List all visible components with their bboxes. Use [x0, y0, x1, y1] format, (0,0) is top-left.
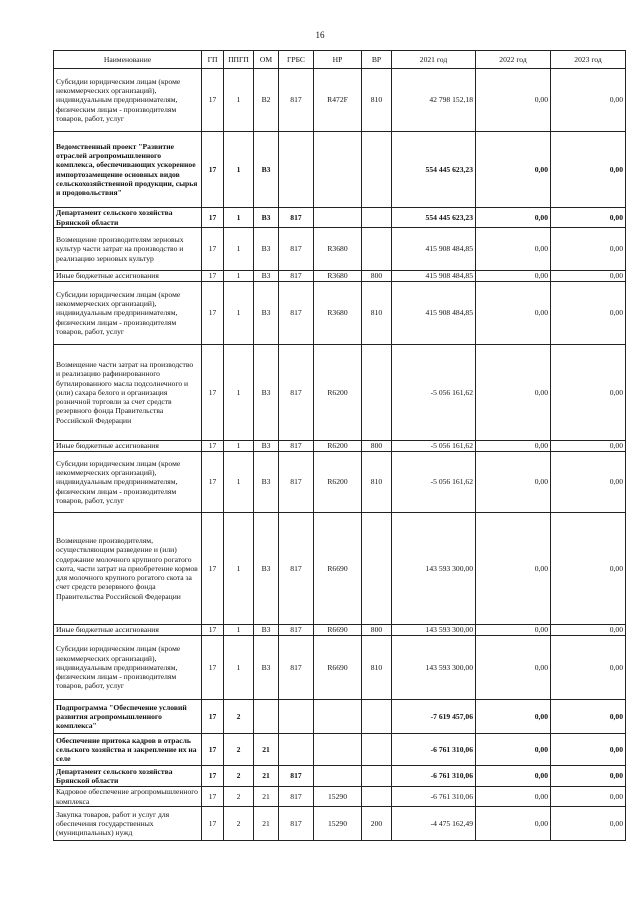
budget-table [53, 50, 626, 841]
cell-pgp: 2 [224, 787, 254, 807]
cell-2021: 143 593 300,00 [392, 513, 476, 625]
table-row [54, 271, 626, 282]
cell-2021: 143 593 300,00 [392, 636, 476, 700]
cell-pgp: 1 [224, 345, 254, 441]
cell-vr [362, 228, 392, 271]
table-row [54, 282, 626, 345]
header-gp: ГП [202, 51, 224, 69]
cell-om: B3 [254, 208, 279, 228]
cell-nr: 15290 [314, 787, 362, 807]
cell-name: Субсидии юридическим лицам (кроме некоммерческих организаций), индивидуальным предпринимателям, физическим лицам - производителям товаров, работ, услуг [54, 69, 202, 132]
cell-nr: R6200 [314, 345, 362, 441]
cell-2021: -5 056 161,62 [392, 345, 476, 441]
cell-grbs: 817 [279, 345, 314, 441]
cell-2023: 0,00 [551, 513, 626, 625]
cell-gp: 17 [202, 625, 224, 636]
cell-gp: 17 [202, 766, 224, 787]
table-row [54, 208, 626, 228]
header-name: Наименование [54, 51, 202, 69]
cell-2022: 0,00 [476, 228, 551, 271]
cell-gp: 17 [202, 452, 224, 513]
cell-nr: R3680 [314, 271, 362, 282]
cell-2022: 0,00 [476, 132, 551, 208]
cell-2023: 0,00 [551, 208, 626, 228]
cell-om: B3 [254, 228, 279, 271]
table-body [54, 69, 626, 841]
table-row [54, 700, 626, 734]
cell-pgp: 1 [224, 452, 254, 513]
cell-name: Кадровое обеспечение агропромышленного комплекса [54, 787, 202, 807]
cell-pgp: 1 [224, 271, 254, 282]
cell-gp: 17 [202, 208, 224, 228]
cell-pgp: 1 [224, 625, 254, 636]
cell-nr: R472F [314, 69, 362, 132]
cell-om: B3 [254, 271, 279, 282]
cell-om: B2 [254, 69, 279, 132]
cell-2022: 0,00 [476, 787, 551, 807]
cell-2023: 0,00 [551, 625, 626, 636]
cell-grbs: 817 [279, 625, 314, 636]
cell-2021: -6 761 310,06 [392, 787, 476, 807]
header-2022: 2022 год [476, 51, 551, 69]
cell-2023: 0,00 [551, 69, 626, 132]
cell-2023: 0,00 [551, 282, 626, 345]
cell-pgp: 1 [224, 513, 254, 625]
cell-grbs: 817 [279, 208, 314, 228]
cell-om: B3 [254, 441, 279, 452]
cell-2023: 0,00 [551, 441, 626, 452]
cell-2022: 0,00 [476, 452, 551, 513]
cell-vr: 800 [362, 441, 392, 452]
cell-vr [362, 700, 392, 734]
cell-name: Возмещение производителям зерновых культур части затрат на производство и реализацию зерновых культур [54, 228, 202, 271]
cell-vr: 810 [362, 452, 392, 513]
cell-pgp: 1 [224, 208, 254, 228]
table-row [54, 625, 626, 636]
cell-pgp: 1 [224, 69, 254, 132]
table-row [54, 441, 626, 452]
cell-grbs [279, 734, 314, 766]
cell-om: 21 [254, 787, 279, 807]
cell-2021: 415 908 484,85 [392, 228, 476, 271]
cell-nr: R3680 [314, 228, 362, 271]
cell-om: B3 [254, 132, 279, 208]
table-row [54, 452, 626, 513]
header-pgp: ППГП [224, 51, 254, 69]
table-row [54, 228, 626, 271]
cell-nr: R6690 [314, 625, 362, 636]
cell-vr [362, 208, 392, 228]
cell-2021: -4 475 162,49 [392, 807, 476, 841]
cell-nr [314, 734, 362, 766]
cell-2022: 0,00 [476, 282, 551, 345]
cell-gp: 17 [202, 734, 224, 766]
cell-om: 21 [254, 807, 279, 841]
cell-nr [314, 700, 362, 734]
cell-2023: 0,00 [551, 132, 626, 208]
cell-2023: 0,00 [551, 700, 626, 734]
table-row [54, 734, 626, 766]
cell-name: Департамент сельского хозяйства Брянской области [54, 208, 202, 228]
cell-pgp: 1 [224, 636, 254, 700]
cell-om: B3 [254, 452, 279, 513]
cell-vr: 800 [362, 271, 392, 282]
cell-nr: R3680 [314, 282, 362, 345]
header-2023: 2023 год [551, 51, 626, 69]
cell-pgp: 2 [224, 700, 254, 734]
header-vr: ВР [362, 51, 392, 69]
cell-nr: R6690 [314, 636, 362, 700]
cell-grbs: 817 [279, 228, 314, 271]
cell-grbs: 817 [279, 271, 314, 282]
cell-2022: 0,00 [476, 766, 551, 787]
cell-2023: 0,00 [551, 734, 626, 766]
cell-2022: 0,00 [476, 345, 551, 441]
cell-grbs: 817 [279, 766, 314, 787]
table-row [54, 807, 626, 841]
cell-2022: 0,00 [476, 69, 551, 132]
cell-2021: 554 445 623,23 [392, 132, 476, 208]
cell-name: Иные бюджетные ассигнования [54, 625, 202, 636]
header-2021: 2021 год [392, 51, 476, 69]
cell-2021: 143 593 300,00 [392, 625, 476, 636]
cell-pgp: 2 [224, 807, 254, 841]
cell-2022: 0,00 [476, 513, 551, 625]
cell-vr: 810 [362, 282, 392, 345]
table-row [54, 132, 626, 208]
cell-vr [362, 345, 392, 441]
cell-2021: -7 619 457,06 [392, 700, 476, 734]
cell-2022: 0,00 [476, 625, 551, 636]
cell-vr [362, 734, 392, 766]
cell-pgp: 1 [224, 282, 254, 345]
table-row [54, 787, 626, 807]
cell-2022: 0,00 [476, 807, 551, 841]
cell-om: 21 [254, 734, 279, 766]
cell-grbs: 817 [279, 441, 314, 452]
cell-grbs: 817 [279, 452, 314, 513]
cell-2023: 0,00 [551, 452, 626, 513]
cell-grbs: 817 [279, 282, 314, 345]
cell-gp: 17 [202, 228, 224, 271]
cell-grbs [279, 132, 314, 208]
cell-2022: 0,00 [476, 271, 551, 282]
table-row [54, 345, 626, 441]
cell-gp: 17 [202, 513, 224, 625]
cell-gp: 17 [202, 271, 224, 282]
cell-grbs: 817 [279, 513, 314, 625]
cell-name: Ведомственный проект "Развитие отраслей агропромышленного комплекса, обеспечивающих ускоренное импортозамещение основных видов сельскохозяйственной продукции, сырья и продовольствия" [54, 132, 202, 208]
cell-name: Закупка товаров, работ и услуг для обеспечения государственных (муниципальных) нужд [54, 807, 202, 841]
cell-pgp: 1 [224, 441, 254, 452]
table-row [54, 69, 626, 132]
cell-pgp: 2 [224, 766, 254, 787]
cell-name: Иные бюджетные ассигнования [54, 271, 202, 282]
cell-2023: 0,00 [551, 766, 626, 787]
cell-2021: 554 445 623,23 [392, 208, 476, 228]
table-header-row [54, 51, 626, 69]
cell-name: Субсидии юридическим лицам (кроме некоммерческих организаций), индивидуальным предпринимателям, физическим лицам - производителям товаров, работ, услуг [54, 452, 202, 513]
cell-name: Возмещение производителям, осуществляющим разведение и (или) содержание молочного крупного рогатого скота, части затрат на приобретение кормов для молочного крупного рогатого скота за счет средств резервного фонда Правительства Российской Федерации [54, 513, 202, 625]
cell-gp: 17 [202, 132, 224, 208]
cell-om: B3 [254, 345, 279, 441]
cell-om: B3 [254, 625, 279, 636]
cell-vr: 810 [362, 636, 392, 700]
cell-grbs: 817 [279, 636, 314, 700]
cell-2022: 0,00 [476, 636, 551, 700]
cell-pgp: 1 [224, 228, 254, 271]
cell-grbs: 817 [279, 69, 314, 132]
cell-name: Возмещение части затрат на производство и реализацию рафинированного бутилированного масла подсолнечного и (или) сахара белого и организация розничной торговли за счет средств резервного фонда Правительства Российской Федерации [54, 345, 202, 441]
cell-vr: 800 [362, 625, 392, 636]
cell-nr: 15290 [314, 807, 362, 841]
cell-vr [362, 766, 392, 787]
cell-gp: 17 [202, 700, 224, 734]
cell-om [254, 700, 279, 734]
cell-name: Субсидии юридическим лицам (кроме некоммерческих организаций), индивидуальным предпринимателям, физическим лицам - производителям товаров, работ, услуг [54, 636, 202, 700]
cell-grbs: 817 [279, 787, 314, 807]
header-nr: НР [314, 51, 362, 69]
cell-pgp: 2 [224, 734, 254, 766]
cell-gp: 17 [202, 787, 224, 807]
cell-nr [314, 766, 362, 787]
cell-2021: -5 056 161,62 [392, 441, 476, 452]
cell-2022: 0,00 [476, 441, 551, 452]
cell-gp: 17 [202, 345, 224, 441]
cell-gp: 17 [202, 69, 224, 132]
cell-2021: -6 761 310,06 [392, 734, 476, 766]
cell-vr: 810 [362, 69, 392, 132]
cell-gp: 17 [202, 441, 224, 452]
cell-vr [362, 787, 392, 807]
cell-2023: 0,00 [551, 787, 626, 807]
cell-name: Подпрограмма "Обеспечение условий развития агропромышленного комплекса" [54, 700, 202, 734]
cell-vr [362, 513, 392, 625]
cell-name: Иные бюджетные ассигнования [54, 441, 202, 452]
cell-2021: 415 908 484,85 [392, 282, 476, 345]
cell-om: 21 [254, 766, 279, 787]
header-om: ОМ [254, 51, 279, 69]
cell-2021: 42 798 152,18 [392, 69, 476, 132]
header-grbs: ГРБС [279, 51, 314, 69]
cell-gp: 17 [202, 636, 224, 700]
cell-2021: 415 908 484,85 [392, 271, 476, 282]
cell-2021: -6 761 310,06 [392, 766, 476, 787]
cell-grbs [279, 700, 314, 734]
cell-name: Департамент сельского хозяйства Брянской области [54, 766, 202, 787]
cell-nr [314, 208, 362, 228]
cell-2022: 0,00 [476, 700, 551, 734]
cell-2023: 0,00 [551, 807, 626, 841]
cell-2022: 0,00 [476, 208, 551, 228]
cell-pgp: 1 [224, 132, 254, 208]
cell-nr: R6200 [314, 452, 362, 513]
cell-2022: 0,00 [476, 734, 551, 766]
cell-gp: 17 [202, 807, 224, 841]
cell-om: B3 [254, 513, 279, 625]
cell-gp: 17 [202, 282, 224, 345]
cell-vr [362, 132, 392, 208]
cell-2021: -5 056 161,62 [392, 452, 476, 513]
cell-2023: 0,00 [551, 228, 626, 271]
cell-name: Обеспечение притока кадров в отрасль сельского хозяйства и закрепление их на селе [54, 734, 202, 766]
cell-2023: 0,00 [551, 636, 626, 700]
cell-2023: 0,00 [551, 271, 626, 282]
table-row [54, 513, 626, 625]
cell-om: B3 [254, 282, 279, 345]
table-row [54, 766, 626, 787]
cell-nr: R6200 [314, 441, 362, 452]
cell-grbs: 817 [279, 807, 314, 841]
cell-name: Субсидии юридическим лицам (кроме некоммерческих организаций), индивидуальным предпринимателям, физическим лицам - производителям товаров, работ, услуг [54, 282, 202, 345]
cell-nr: R6690 [314, 513, 362, 625]
page-number: 16 [315, 30, 325, 40]
table-row [54, 636, 626, 700]
cell-2023: 0,00 [551, 345, 626, 441]
cell-nr [314, 132, 362, 208]
cell-vr: 200 [362, 807, 392, 841]
cell-om: B3 [254, 636, 279, 700]
